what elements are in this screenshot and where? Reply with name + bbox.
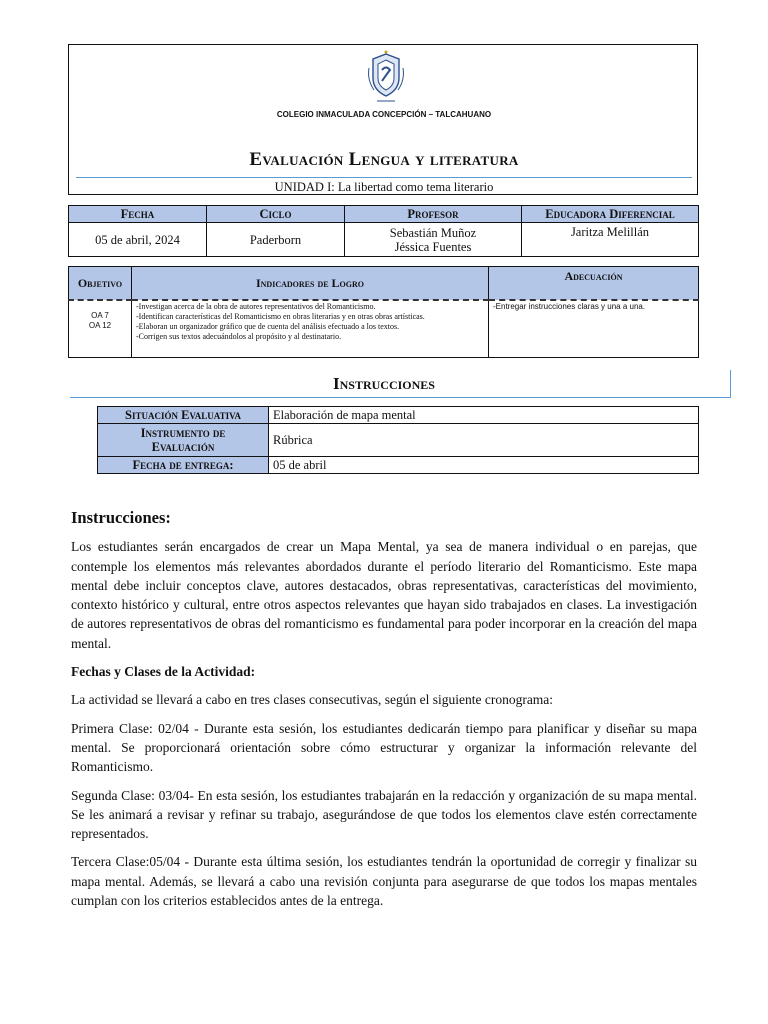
title-divider — [76, 177, 692, 178]
indicator-item: -Elaboran un organizador gráfico que de cuenta del análisis efectuado a los textos. — [136, 322, 400, 331]
header-ciclo: Ciclo — [207, 206, 345, 223]
unit-subtitle: UNIDAD I: La libertad como tema literario — [274, 180, 494, 194]
instructions-heading: Instrucciones — [333, 374, 435, 393]
evaluation-table — [97, 406, 699, 474]
schedule-subheading: Fechas y Clases de la Actividad: — [71, 664, 256, 680]
fecha-value: 05 de abril, 2024 — [69, 223, 207, 257]
instructions-body — [71, 508, 697, 919]
instrumento-row — [98, 424, 699, 457]
indicators-cell — [132, 300, 489, 358]
schedule-intro: La actividad se llevará a cabo en tres clases consecutivas, según el siguiente cronograma: — [71, 692, 554, 708]
info-value-row — [69, 223, 699, 257]
objectives-header-row — [69, 267, 699, 301]
header-fecha: Fecha — [69, 206, 207, 223]
instrumento-value: Rúbrica — [269, 424, 699, 457]
header-educadora: Educadora Diferencial — [522, 206, 699, 223]
ciclo-value: Paderborn — [207, 223, 345, 257]
body-heading: Instrucciones: — [71, 508, 171, 527]
class-3-paragraph: Tercera Clase:05/04 - Durante esta última sesión, los estudiantes tendrán la oportunidad de corregir y finalizar su mapa mental. Además, se llevará a cabo una revisión conjunta para asegurarse de que todos los mapas mentales cumplan con los criterios establecidos antes de la entrega. — [71, 854, 697, 909]
indicator-item: -Identifican características del Romanticismo en obras literarias y en otras obras artísticas. — [136, 312, 425, 321]
objectives-table — [68, 266, 699, 358]
indicator-item: -Corrigen sus textos adecuándolos al propósito y al destinatario. — [136, 332, 342, 341]
header-objetivo: Objetivo — [69, 267, 132, 301]
entrega-value: 05 de abril — [269, 457, 699, 474]
header-indicadores: Indicadores de Logro — [132, 267, 489, 301]
class-1-paragraph: Primera Clase: 02/04 - Durante esta sesión, los estudiantes dedicarán tiempo para planificar y diseñar su mapa mental. Se proporcionará orientación sobre cómo estructurar y organizar la información relevante del Romanticismo. — [71, 720, 697, 775]
header-adecuacion: Adecuación — [489, 267, 699, 301]
objectives-content-row — [69, 300, 699, 358]
situacion-label: Situación Evaluativa — [98, 407, 269, 424]
evaluation-title: Evaluación Lengua y literatura — [249, 149, 519, 170]
intro-paragraph: Los estudiantes serán encargados de crear un Mapa Mental, ya sea de manera individual o en parejas, que contemple los elementos más relevantes abordados durante el período literario del Romanticismo. Este mapa mental debe incluir conceptos clave, autores destacados, obras representativas, características del movimiento, contexto histórico y cultural, entre otros aspectos relevantes que hayan sido trabajados en clases. La investigación de autores representativos de obras del romanticismo es fundamental para poder incorporar en la creación del mapa mental. — [71, 539, 697, 651]
instrumento-label-line-1: Instrumento de — [140, 426, 226, 440]
instrumento-label-line-2: Evaluación — [151, 440, 215, 454]
profesor-2: Jéssica Fuentes — [394, 239, 472, 254]
situacion-value: Elaboración de mapa mental — [269, 407, 699, 424]
oa-cell — [69, 300, 132, 358]
info-table — [68, 205, 699, 257]
instrumento-label — [98, 424, 269, 457]
profesor-1: Sebastián Muñoz — [389, 225, 477, 240]
adecuacion-value: -Entregar instrucciones claras y una a una. — [489, 300, 699, 358]
oa-12: OA 12 — [88, 321, 112, 330]
class-2-paragraph: Segunda Clase: 03/04- En esta sesión, los estudiantes trabajarán en la redacción y organización de su mapa mental. Se les animará a revisar y refinar su trabajo, asegurándose de que todos los elementos clave estén correctamente representados. — [71, 787, 697, 842]
header-profesor: Profesor — [345, 206, 522, 223]
oa-7: OA 7 — [91, 311, 109, 320]
entrega-row — [98, 457, 699, 474]
situacion-row — [98, 407, 699, 424]
info-header-row — [69, 206, 699, 223]
indicator-item: -Investigan acerca de la obra de autores representativos del Romanticismo. — [136, 302, 376, 311]
school-name: COLEGIO INMACULADA CONCEPCIÓN – TALCAHUANO — [276, 110, 492, 119]
heading-rule-vertical — [730, 370, 731, 398]
heading-rule-horizontal — [70, 397, 730, 398]
profesor-cell — [345, 223, 522, 257]
entrega-label: Fecha de entrega: — [98, 457, 269, 474]
school-crest-icon — [365, 48, 407, 104]
educadora-value: Jaritza Melillán — [522, 223, 699, 257]
